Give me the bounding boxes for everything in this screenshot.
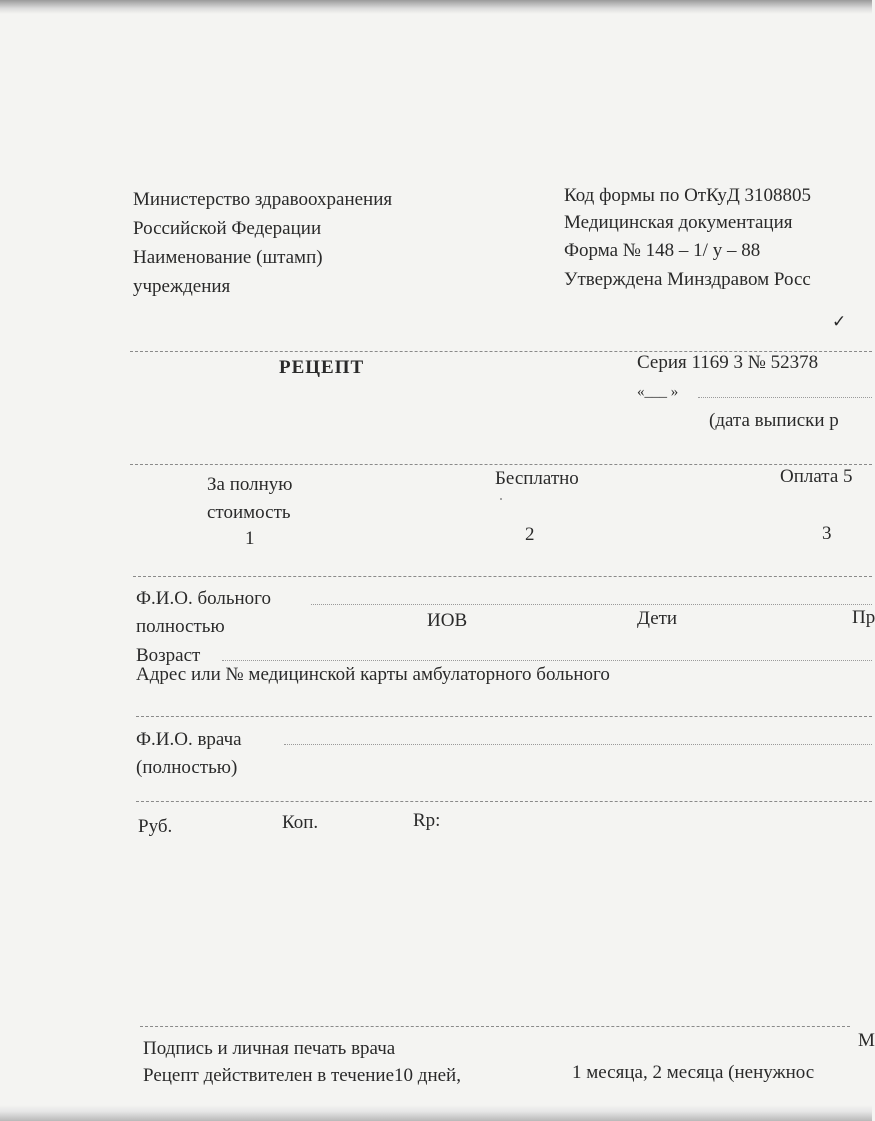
payment-option-1-number: 1	[245, 528, 255, 549]
full-cost-label-1: За полную	[207, 474, 293, 495]
full-cost-label-2: стоимость	[207, 502, 291, 523]
date-caption: (дата выписки р	[709, 410, 839, 431]
discount-label: Оплата 5	[780, 466, 853, 487]
free-label: Бесплатно	[495, 468, 579, 489]
form-number: Форма № 148 – 1/ у – 88	[564, 240, 761, 261]
divider-3	[133, 576, 872, 577]
check-mark: ✓	[832, 312, 847, 331]
doctor-name-fill	[284, 744, 872, 745]
footer-m-label: М	[858, 1030, 875, 1051]
series-number: Серия 1169 3 № 52378	[637, 352, 819, 373]
medical-docs-label: Медицинская документация	[564, 212, 793, 233]
form-code: Код формы по ОтКуД 3108805	[564, 185, 812, 206]
doctor-fullname-label: (полностью)	[136, 757, 238, 778]
iov-category: ИОВ	[427, 610, 468, 631]
page-title: РЕЦЕПТ	[279, 357, 365, 378]
date-quotes: «___ »	[637, 384, 679, 400]
signature-label: Подпись и личная печать врача	[143, 1038, 396, 1059]
validity-options: 1 месяца, 2 месяца (ненужнос	[572, 1062, 815, 1083]
patient-fullname-label: полностью	[136, 616, 225, 637]
age-label: Возраст	[136, 645, 201, 666]
kop-label: Коп.	[282, 812, 319, 833]
payment-option-2-number: 2	[525, 524, 535, 545]
rp-label: Rp:	[413, 810, 441, 831]
divider-2	[130, 464, 872, 465]
address-label: Адрес или № медицинской карты амбулаторного больного	[136, 664, 610, 685]
date-fill-line	[698, 397, 872, 398]
rub-label: Руб.	[138, 816, 173, 837]
scan-speck	[500, 498, 502, 500]
age-fill	[222, 660, 872, 661]
scan-bottom-shadow	[0, 1105, 872, 1121]
children-category: Дети	[637, 608, 678, 629]
patient-name-fill	[311, 604, 872, 605]
ministry-line-1: Министерство здравоохранения	[133, 189, 393, 210]
scan-top-shadow	[0, 0, 872, 14]
institution-stamp-label: Наименование (штамп)	[133, 247, 323, 268]
institution-label: учреждения	[133, 276, 231, 297]
other-category: Пр	[852, 607, 875, 628]
patient-name-label: Ф.И.О. больного	[136, 588, 272, 609]
approval-label: Утверждена Минздравом Росс	[564, 269, 811, 290]
signature-line	[140, 1026, 850, 1027]
validity-label: Рецепт действителен в течение10 дней,	[143, 1065, 461, 1086]
divider-5	[136, 801, 872, 802]
divider-4	[136, 716, 872, 717]
ministry-line-2: Российской Федерации	[133, 218, 322, 239]
payment-option-3-number: 3	[822, 523, 832, 544]
doctor-name-label: Ф.И.О. врача	[136, 729, 242, 750]
